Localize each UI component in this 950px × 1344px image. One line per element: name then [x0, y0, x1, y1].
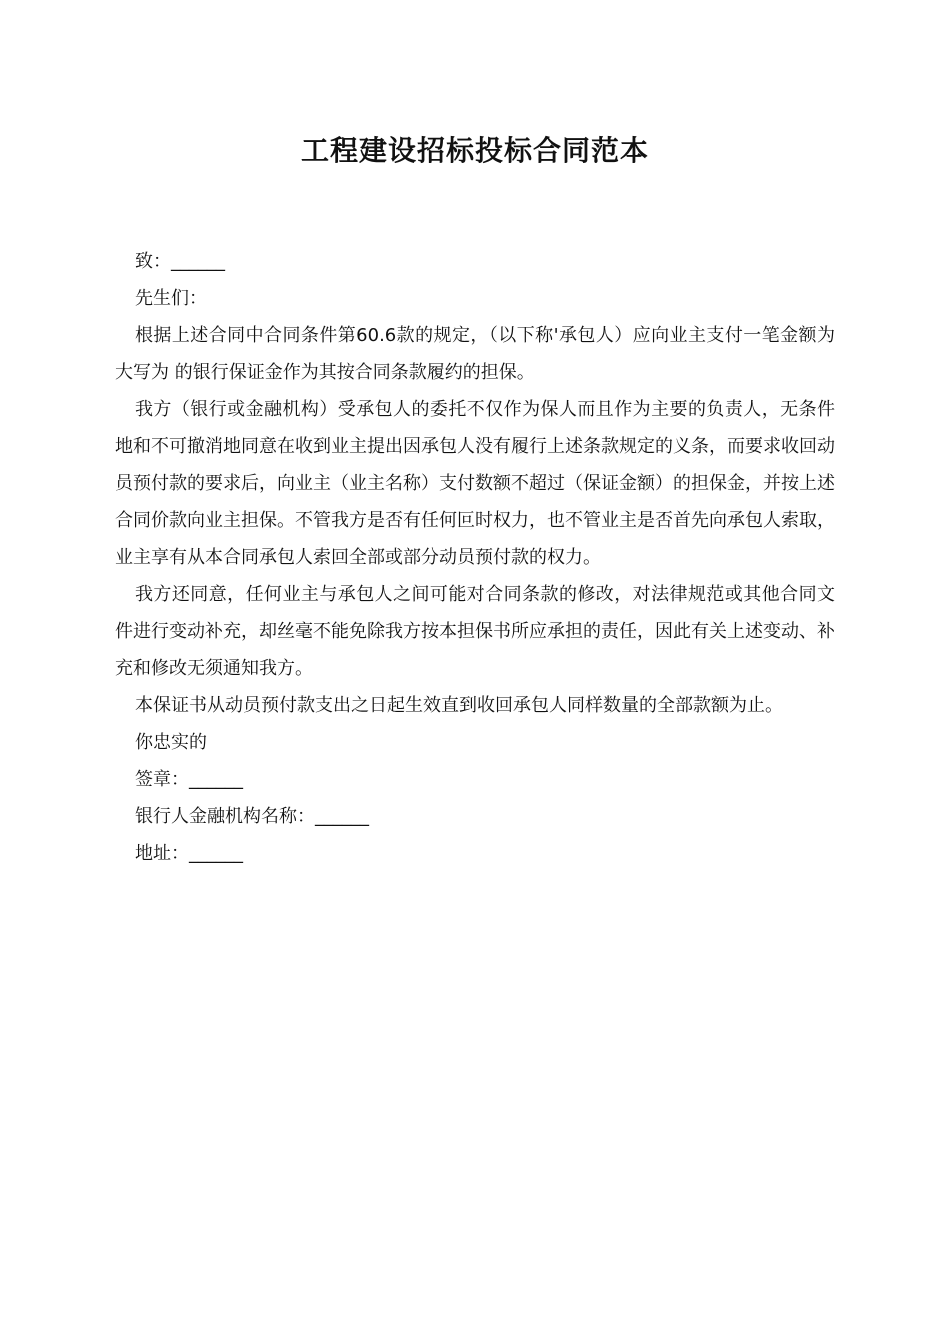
- closing-sincerely: 你忠实的: [135, 732, 207, 753]
- paragraph-validity: 本保证书从动员预付款支出之日起生效直到收回承包人同样数量的全部款额为止。: [135, 695, 783, 716]
- signature-line: 签章：______: [135, 769, 243, 790]
- paragraph-modifications: 我方还同意，任何业主与承包人之间可能对合同条款的修改，对法律规范或其他合同文件进行变动补充，却丝毫不能免除我方按本担保书所应承担的责任，因此有关上述变动、补充和修改无须通知我方。: [115, 584, 835, 679]
- document-body: [115, 243, 835, 872]
- address-line: 地址：______: [135, 843, 243, 864]
- paragraph-bank-commitment: 我方（银行或金融机构）受承包人的委托不仅作为保人而且作为主要的负责人，无条件地和不可撤消地同意在收到业主提出因承包人没有履行上述条款规定的义条，而要求收回动员预付款的要求后，向业主（业主名称）支付数额不超过（保证金额）的担保金，并按上述合同价款向业主担保。不管我方是否有任何叵时权力，也不管业主是否首先向承包人索取，业主享有从本合同承包人索回全部或部分动员预付款的权力。: [115, 399, 835, 568]
- recipient-line: 致：______: [135, 251, 225, 272]
- paragraph-guarantee-basis: 根据上述合同中合同条件第60.6款的规定，（以下称'承包人）应向业主支付一笔金额为 大写为 的银行保证金作为其按合同条款履约的担保。: [115, 325, 835, 383]
- bank-name-line: 银行人金融机构名称：______: [135, 806, 369, 827]
- document-title: 工程建设招标投标合同范本: [300, 134, 649, 167]
- greeting-line: 先生们：: [135, 288, 207, 309]
